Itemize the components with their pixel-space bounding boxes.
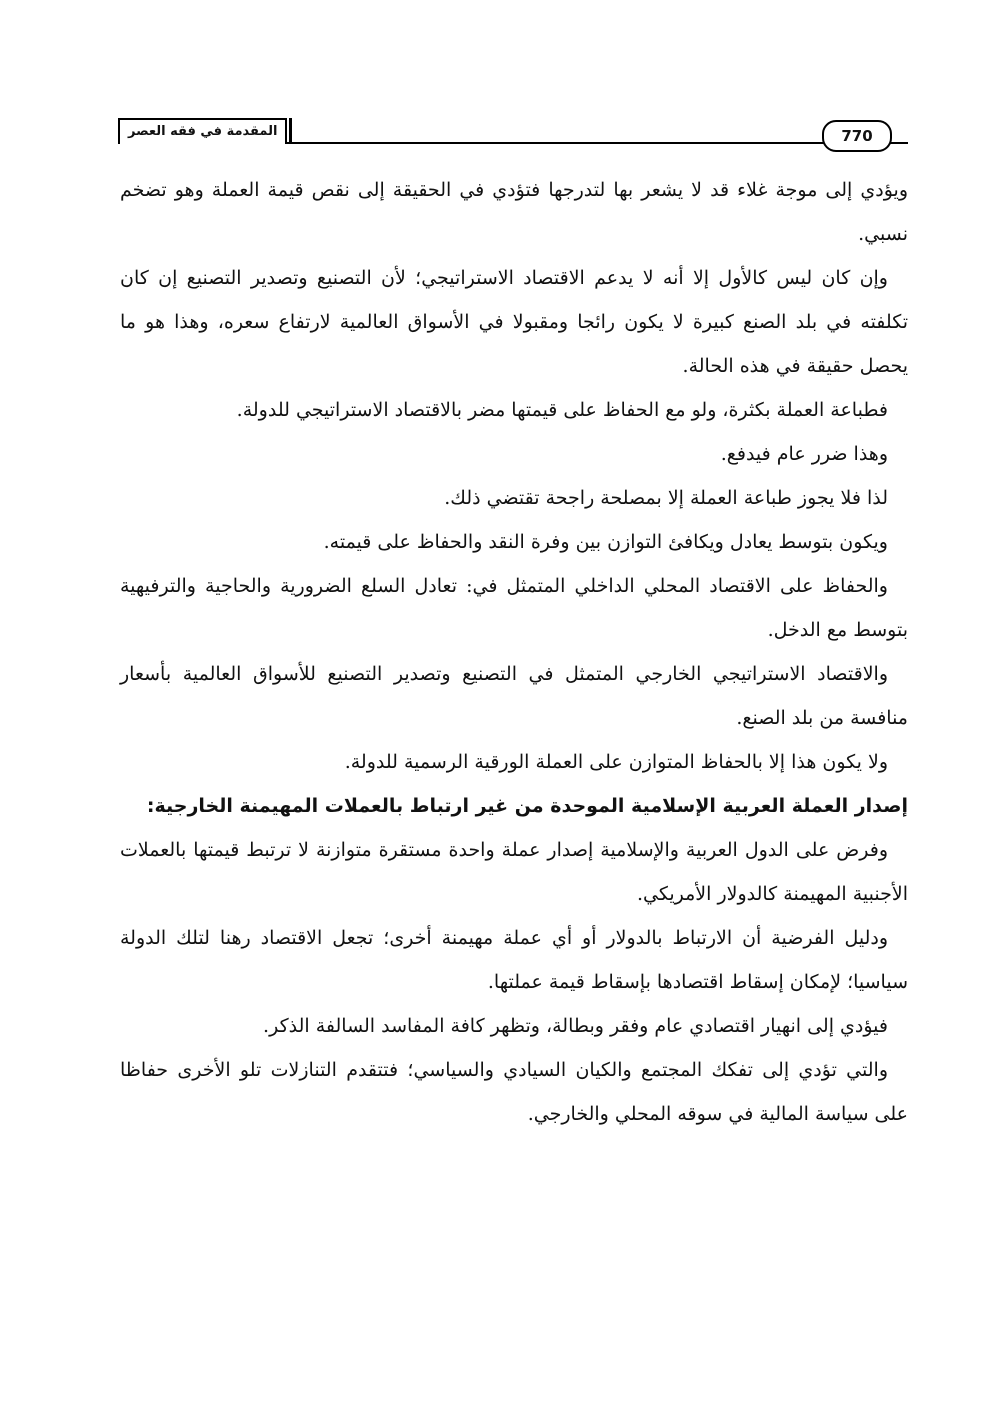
paragraph-3: فطباعة العملة بكثرة، ولو مع الحفاظ على قيمتها مضر بالاقتصاد الاستراتيجي للدولة. xyxy=(236,399,888,421)
paragraph-9: ولا يكون هذا إلا بالحفاظ المتوازن على العملة الورقية الرسمية للدولة. xyxy=(344,751,888,773)
paragraph-12: فيؤدي إلى انهيار اقتصادي عام وفقر وبطالة، وتظهر كافة المفاسد السالفة الذكر. xyxy=(263,1015,888,1037)
paragraph-8: والاقتصاد الاستراتيجي الخارجي المتمثل في التصنيع وتصدير التصنيع للأسواق العالمية بأسعار منافسة من بلد الصنع. xyxy=(120,663,908,729)
paragraph-11: ودليل الفرضية أن الارتباط بالدولار أو أي عملة مهيمنة أخرى؛ تجعل الاقتصاد رهنا لتلك الدولة سياسيا؛ لإمكان إسقاط اقتصادها بإسقاط قيمة عملتها. xyxy=(120,927,908,993)
paragraph-7: والحفاظ على الاقتصاد المحلي الداخلي المتمثل في: تعادل السلع الضرورية والحاجية والترفيهية بتوسط مع الدخل. xyxy=(120,575,908,641)
paragraph-10: وفرض على الدول العربية والإسلامية إصدار عملة واحدة مستقرة متوازنة لا ترتبط قيمتها بالعملات الأجنبية المهيمنة كالدولار الأمريكي. xyxy=(120,839,908,905)
paragraph-5: لذا فلا يجوز طباعة العملة إلا بمصلحة راجحة تقتضي ذلك. xyxy=(444,487,888,509)
paragraph-1: ويؤدي إلى موجة غلاء قد لا يشعر بها لتدرجها فتؤدي في الحقيقة إلى نقص قيمة العملة وهو تضخم نسبي. xyxy=(120,179,908,245)
paragraph-13: والتي تؤدي إلى تفكك المجتمع والكيان السيادي والسياسي؛ فتتقدم التنازلات تلو الأخرى حفاظا على سياسة المالية في سوقه المحلي والخارجي. xyxy=(120,1059,908,1125)
paragraph-2: وإن كان ليس كالأول إلا أنه لا يدعم الاقتصاد الاستراتيجي؛ لأن التصنيع وتصدير التصنيع إن كان تكلفته في بلد الصنع كبيرة لا يكون رائجا ومقبولا في الأسواق العالمية لارتفاع سعره، وهذا هو ما يحصل حقيقة في هذه الحالة. xyxy=(120,267,908,377)
paragraph-4: وهذا ضرر عام فيدفع. xyxy=(720,443,888,465)
page-header xyxy=(118,112,908,150)
page-body xyxy=(120,168,908,1136)
paragraph-6: ويكون بتوسط يعادل ويكافئ التوازن بين وفرة النقد والحفاظ على قيمته. xyxy=(323,531,888,553)
section-heading: إصدار العملة العربية الإسلامية الموحدة من غير ارتباط بالعملات المهيمنة الخارجية: xyxy=(146,795,908,817)
book-title: المقدمة في فقه العصر xyxy=(118,118,287,144)
page-number: 770 xyxy=(822,120,892,152)
